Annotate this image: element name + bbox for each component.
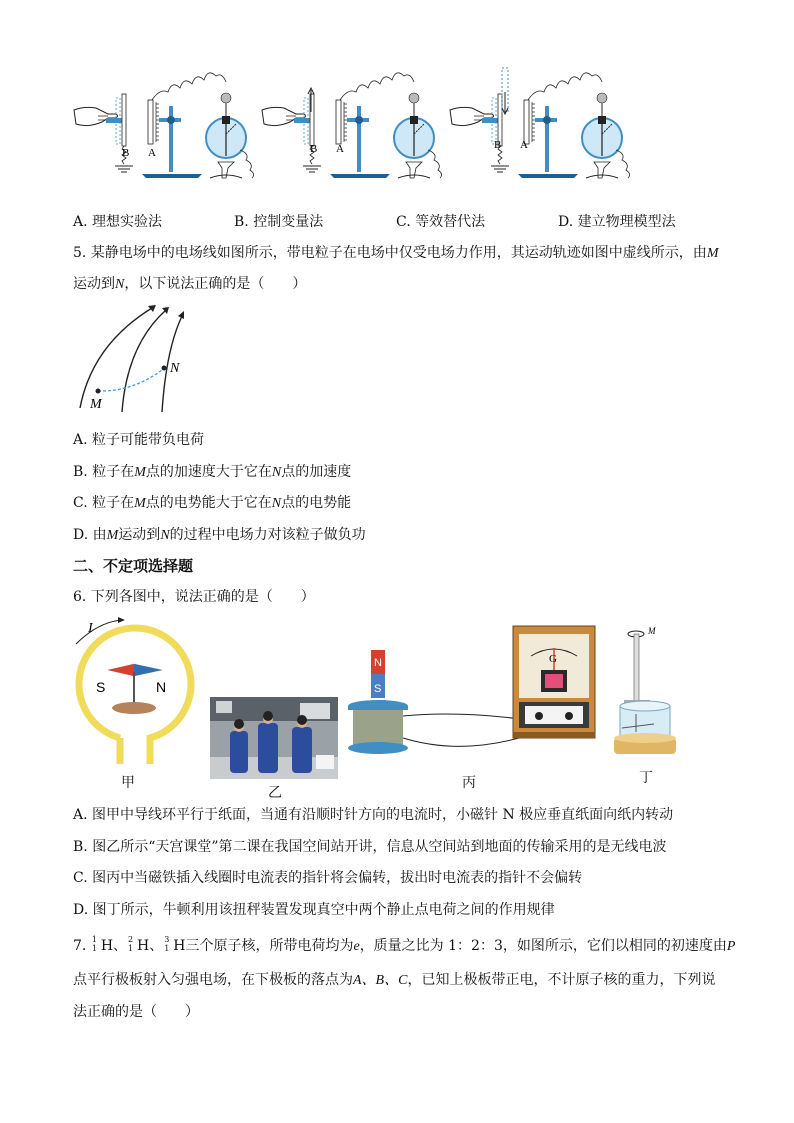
svg-text:M: M	[648, 626, 656, 636]
q6-option-a[interactable]: A. 图甲中导线环平行于纸面，当通有沿顺时针方向的电流时，小磁针 N 极应垂直纸面向纸内转动	[73, 807, 674, 823]
svg-text:N: N	[374, 657, 382, 669]
caption-jia: 甲	[121, 775, 135, 791]
caption-bing: 丙	[462, 775, 476, 791]
fig-yi-photo	[210, 697, 338, 779]
caption-ding: 丁	[639, 770, 653, 786]
point-n	[162, 366, 167, 371]
svg-text:I: I	[88, 621, 93, 636]
q7-stem-line3: 法正确的是（ ）	[73, 1004, 199, 1020]
q4-option-a[interactable]: A. 理想实验法	[73, 214, 163, 230]
q5-stem-line1: 5. 某静电场中的电场线如图所示，带电粒子在电场中仅受电场力作用，其运动轨迹如图中虚线所示，由M	[73, 245, 719, 261]
label-b-2: B	[310, 143, 318, 155]
q5-option-a[interactable]: A. 粒子可能带负电荷	[73, 432, 205, 448]
label-a-3: A	[520, 139, 528, 151]
q4-option-b[interactable]: B. 控制变量法	[234, 214, 324, 230]
q6-option-d[interactable]: D. 图丁所示，牛顿利用该扭秤装置发现真空中两个静止点电荷之间的作用规律	[73, 902, 555, 918]
label-a-1: A	[148, 147, 156, 159]
label-n: N	[170, 361, 180, 376]
q5-option-b[interactable]: B. 粒子在M点的加速度大于它在N点的加速度	[73, 464, 352, 480]
q6-option-c[interactable]: C. 图丙中当磁铁插入线圈时电流表的指针将会偏转，拔出时电流表的指针不会偏转	[73, 870, 583, 886]
q7-stem-line2: 点平行极板射入匀强电场，在下极板的落点为A、B、C，已知上极板带正电，不计原子核的重力，下列说	[73, 972, 716, 988]
q4-setup-1	[74, 73, 254, 178]
section-title: 二、不定项选择题	[73, 557, 194, 575]
label-b-3: B	[494, 139, 502, 151]
q6-option-b[interactable]: B. 图乙所示“天宫课堂”第二课在我国空间站开讲，信息从空间站到地面的传输采用的是无线电波	[73, 839, 667, 855]
nuclide-h2: 2 1	[128, 935, 134, 953]
label-m: M	[90, 397, 102, 412]
fig-bing	[345, 620, 605, 755]
svg-text:S: S	[96, 679, 106, 695]
nuclide-h1: 1 1	[91, 935, 97, 953]
fig-jia	[70, 614, 195, 774]
q4-option-d[interactable]: D. 建立物理模型法	[558, 214, 676, 230]
fig-ding	[610, 620, 685, 770]
point-m	[96, 389, 101, 394]
label-b-1: B	[122, 147, 130, 159]
q5-stem-line2: 运动到N，以下说法正确的是（ ）	[73, 276, 307, 292]
q4-option-c[interactable]: C. 等效替代法	[396, 214, 486, 230]
q4-figure	[70, 62, 640, 192]
caption-yi: 乙	[268, 785, 282, 801]
q5-field-diagram	[72, 300, 202, 415]
svg-text:N: N	[156, 679, 167, 695]
q7-stem-line1: 7. 1 1 H、 2 1 H、 3 1 H三个原子核，所带电荷均为e，质量之比为 1：2：3，如图所示，它们以相同的初速度由P	[73, 935, 736, 954]
label-a-2: A	[336, 143, 344, 155]
q5-option-c[interactable]: C. 粒子在M点的电势能大于它在N点的电势能	[73, 495, 352, 511]
svg-text:S: S	[374, 683, 382, 695]
q6-stem: 6. 下列各图中，说法正确的是（ ）	[73, 589, 315, 605]
q5-option-d[interactable]: D. 由M运动到N的过程中电场力对该粒子做负功	[73, 527, 366, 543]
svg-text:G: G	[549, 653, 557, 665]
nuclide-h3: 3 1	[164, 935, 170, 953]
